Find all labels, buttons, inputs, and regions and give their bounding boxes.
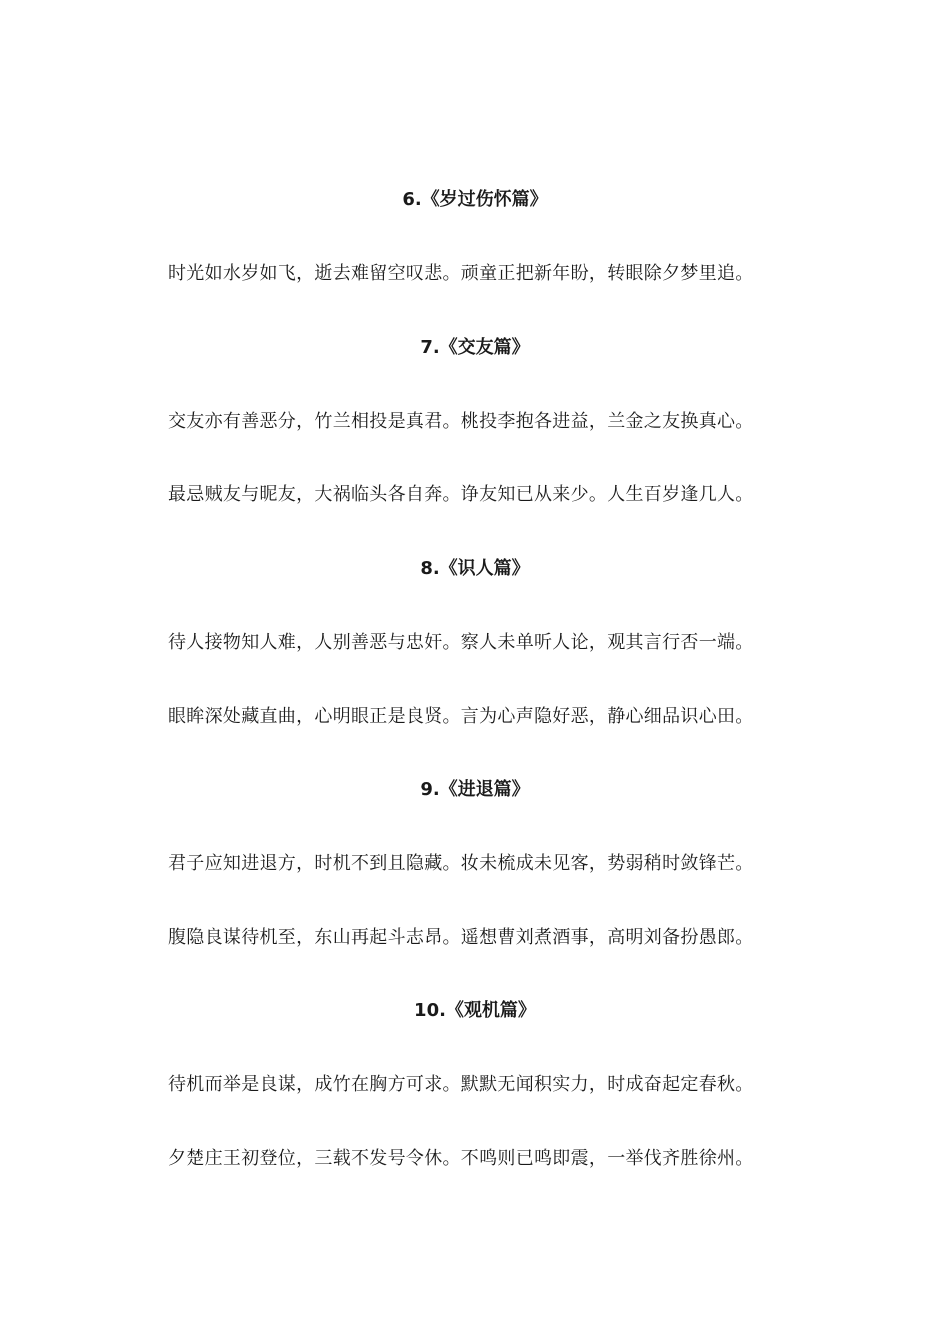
poem-line: 交友亦有善恶分，竹兰相投是真君。桃投李抱各进益，兰金之友换真心。 [168,411,754,432]
poem-line: 时光如水岁如飞，逝去难留空叹悲。顽童正把新年盼，转眼除夕梦里追。 [168,263,754,284]
poem-line: 眼眸深处藏直曲，心明眼正是良贤。言为心声隐好恶，静心细品识心田。 [168,706,754,727]
section-heading-8: 8.《识人篇》 [420,558,530,579]
section-heading-7: 7.《交友篇》 [420,337,530,358]
poem-line: 君子应知进退方，时机不到且隐藏。妆未梳成未见客，势弱稍时敛锋芒。 [168,853,754,874]
section-heading-10: 10.《观机篇》 [414,1000,536,1021]
poem-line: 待机而举是良谋，成竹在胸方可求。默默无闻积实力，时成奋起定春秋。 [168,1074,754,1095]
poem-line: 最忌贼友与昵友，大祸临头各自奔。诤友知已从来少。人生百岁逢几人。 [168,484,754,505]
section-heading-9: 9.《进退篇》 [420,779,530,800]
section-heading-6: 6.《岁过伤怀篇》 [402,189,548,210]
poem-line: 腹隐良谋待机至，东山再起斗志昂。遥想曹刘煮酒事，高明刘备扮愚郎。 [168,927,754,948]
poem-line: 待人接物知人难，人别善恶与忠奸。察人未单听人论，观其言行否一端。 [168,632,754,653]
poem-line: 夕楚庄王初登位，三载不发号令休。不鸣则已鸣即震，一举伐齐胜徐州。 [168,1148,754,1169]
